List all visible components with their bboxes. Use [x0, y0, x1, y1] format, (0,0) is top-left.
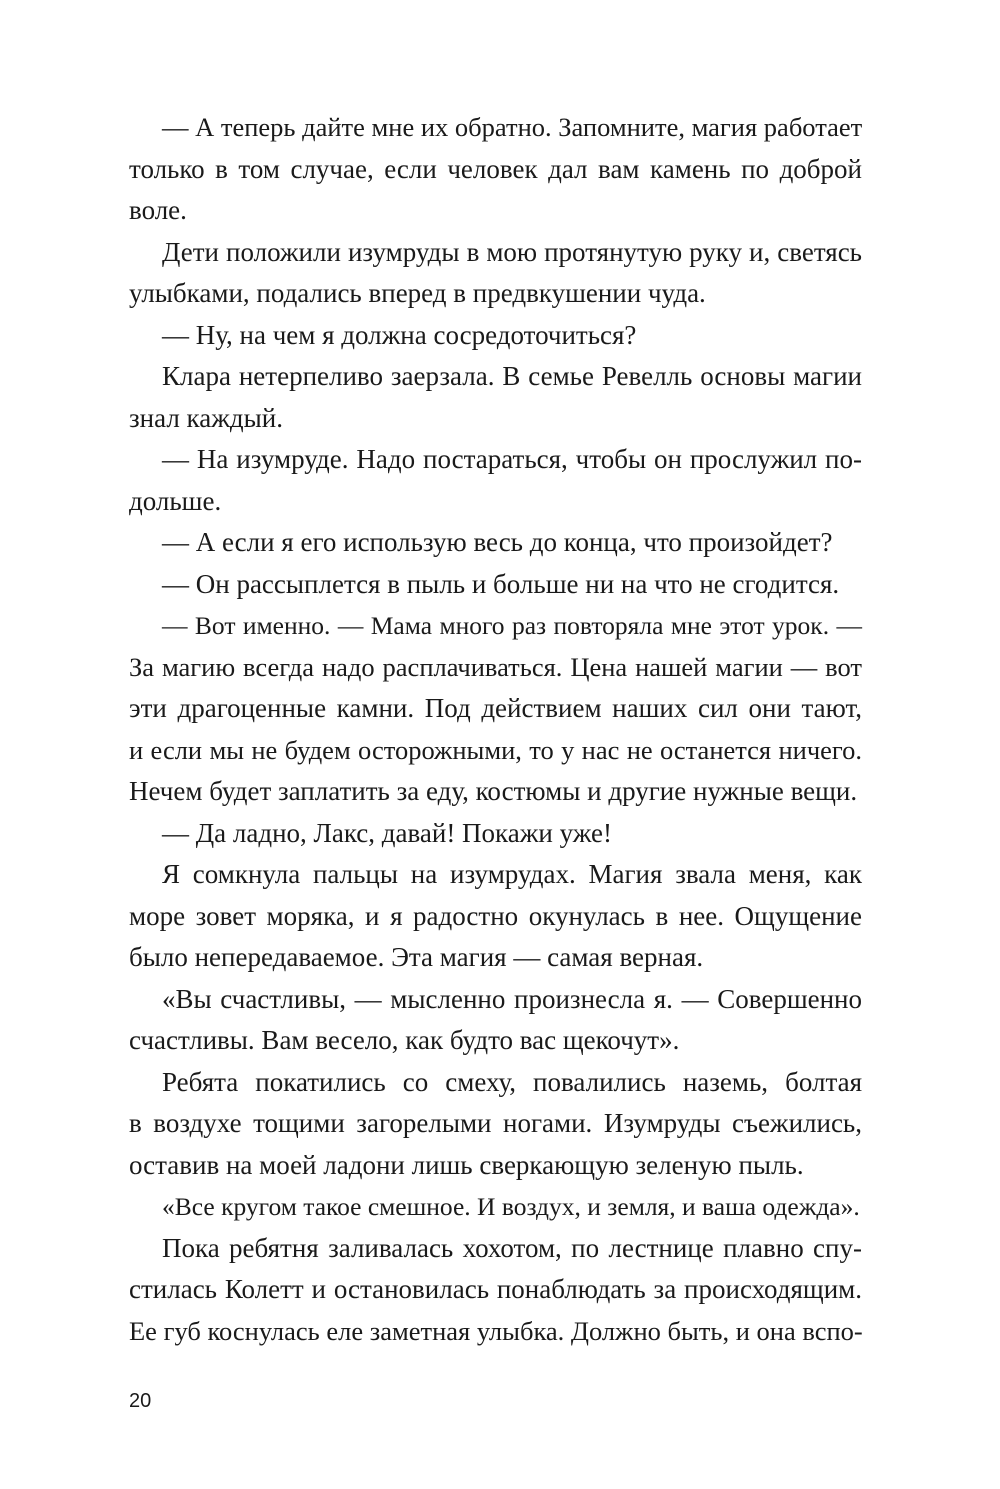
- text-line: было непередаваемое. Эта магия — самая верная.: [129, 942, 704, 972]
- text-line: — На изумруде. Надо постараться, чтобы он прослужил по-: [162, 444, 862, 474]
- text-line: — Да ладно, Лакс, давай! Покажи уже!: [162, 817, 613, 848]
- text-line: Пока ребятня заливалась хохотом, по лестнице плавно спу-: [162, 1232, 862, 1263]
- text-line: море зовет моряка, и я радостно окунулась в нее. Ощущение: [129, 900, 862, 931]
- text-line: Клара нетерпеливо заерзала. В семье Ревелль основы магии: [162, 361, 862, 391]
- text-line: Дети положили изумруды в мою протянутую руку и, светясь: [162, 236, 862, 267]
- text-line: только в том случае, если человек дал вам камень по доброй: [129, 153, 862, 184]
- text-line: «Все кругом такое смешное. И воздух, и земля, и ваша одежда».: [162, 1192, 860, 1221]
- text-line: — Ну, на чем я должна сосредоточиться?: [162, 319, 637, 350]
- text-line: Я сомкнула пальцы на изумрудах. Магия звала меня, как: [162, 859, 862, 889]
- text-line: и если мы не будем осторожными, то у нас не останется ничего.: [129, 734, 862, 765]
- text-line: За магию всегда надо расплачиваться. Цена нашей магии — вот: [129, 651, 862, 682]
- text-line: Нечем будет заплатить за еду, костюмы и другие нужные вещи.: [129, 776, 858, 806]
- text-line: дольше.: [129, 485, 222, 516]
- text-line: — Он рассыплется в пыль и больше ни на что не сгодится.: [162, 568, 840, 599]
- text-line: улыбками, подались вперед в предвкушении чуда.: [129, 278, 706, 308]
- text-line: — А если я его использую весь до конца, что произойдет?: [162, 527, 833, 557]
- text-line: эти драгоценные камни. Под действием наших сил они тают,: [129, 693, 862, 723]
- text-line: в воздухе тощими загорелыми ногами. Изумруды съежились,: [129, 1108, 862, 1138]
- text-line: воле.: [129, 195, 187, 225]
- text-line: оставив на моей ладони лишь сверкающую зеленую пыль.: [129, 1149, 804, 1180]
- text-line: — А теперь дайте мне их обратно. Запомните, магия работает: [162, 112, 863, 142]
- page-number: 20: [129, 1390, 152, 1412]
- text-line: знал каждый.: [129, 402, 283, 433]
- text-line: счастливы. Вам весело, как будто вас щекочут».: [129, 1025, 680, 1055]
- text-line: стилась Колетт и остановилась понаблюдать за происходящим.: [129, 1274, 862, 1304]
- text-line: «Вы счастливы, — мысленно произнесла я. — Совершенно: [162, 983, 862, 1014]
- text-line: — Вот именно. — Мама много раз повторяла мне этот урок. —: [162, 611, 862, 640]
- text-line: Ребята покатились со смеху, повалились наземь, болтая: [162, 1066, 862, 1097]
- text-line: Ее губ коснулась еле заметная улыбка. Должно быть, и она вспо-: [129, 1315, 863, 1346]
- body-text: [129, 107, 862, 1352]
